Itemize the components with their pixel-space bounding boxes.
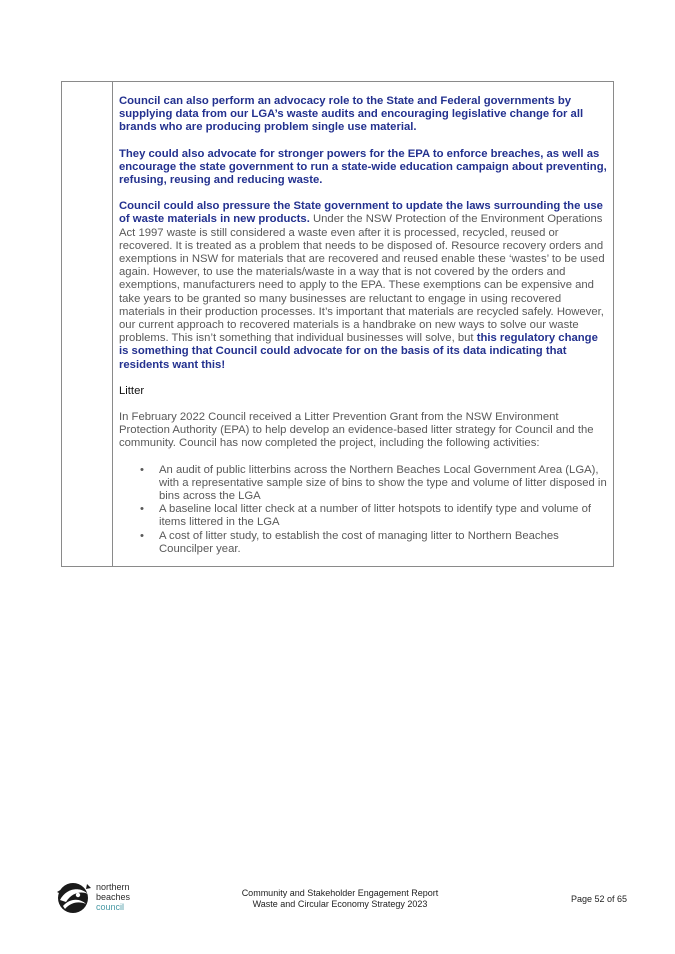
page-number: Page 52 of 65 [571, 894, 628, 904]
logo-line-2: beaches [96, 892, 131, 902]
advocacy-paragraph: Council can also perform an advocacy role to the State and Federal governments by supplying data from our LGA’s waste audits and encouraging legislative change for all brands who are producing problem single use material. [119, 95, 584, 134]
table-left-column [62, 82, 113, 566]
regulation-lead-text: Council could also pressure the State government to update the laws surrounding the use of waste materials in new products. [119, 200, 603, 226]
list-item: • A cost of litter study, to establish the cost of managing litter to Northern Beaches Councilper year. [159, 530, 607, 556]
list-item: • A baseline local litter check at a number of litter hotspots to identify type and volume of items littered in the LGA [159, 503, 607, 529]
regulation-closing-text: this regulatory change is something that Council could advocate for on the basis of its data indicating that residents want this! [119, 332, 598, 371]
activities-list [119, 464, 607, 556]
litter-grant-paragraph: In February 2022 Council received a Litter Prevention Grant from the NSW Environment Protection Authority (EPA) to help develop an evidence-based litter strategy for Council and the community. Council has now completed the project, including the following activities: [119, 411, 594, 450]
report-title: Community and Stakeholder Engagement Report [241, 888, 439, 898]
logo-line-1: northern [96, 882, 130, 892]
footer-report-title [200, 888, 480, 910]
epa-powers-paragraph: They could also advocate for stronger powers for the EPA to enforce breaches, as well as encourage the state government to run a state-wide education campaign about preventing, refusing, reusing and reducing waste. [119, 147, 607, 187]
content-table [61, 81, 614, 567]
logo-line-3: council [96, 902, 125, 912]
logo-wordmark [96, 882, 130, 912]
regulation-paragraph [119, 200, 607, 372]
list-item: • An audit of public litterbins across the Northern Beaches Local Government Area (LGA), with a representative sample size of bins to show the type and volume of litter disposed in bins across the LGA [159, 464, 607, 504]
regulation-body-text: Under the NSW Protection of the Environment Operations Act 1997 waste is still considered a waste even after it is processed, recycled, reused or recovered. It is treated as a problem that needs to be disposed of. Resource recovery orders and exemptions in NSW for materials that are recovered and reused enable these ‘wastes’ to be used again. However, to use the materials/waste in a way that is not covered by the orders and exemptions, manufacturers need to apply to the EPA. These exemptions can be expensive and take years to be granted so many businesses are reluctant to engage in using recovered materials in their production processes. It’s important that materials are recycled safely. However, our current approach to recovered materials is a handbrake on new ways to solve our waste problems. This isn’t something that individual businesses will solve, but [119, 213, 605, 345]
logo-mark-icon [54, 880, 94, 916]
litter-heading: Litter [119, 384, 145, 397]
report-subtitle: Waste and Circular Economy Strategy 2023 [252, 899, 428, 909]
council-logo [54, 880, 136, 916]
table-content-cell [119, 95, 607, 556]
